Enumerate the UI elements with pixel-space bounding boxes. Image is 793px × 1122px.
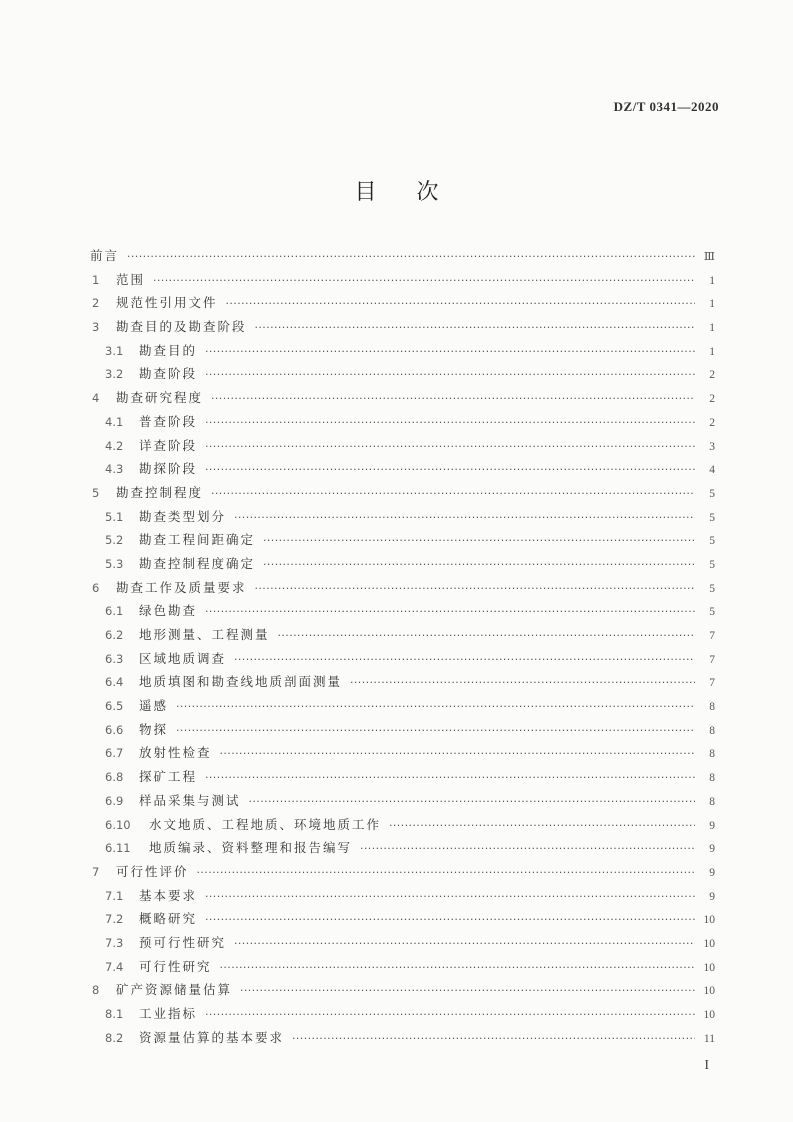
toc-entry-title: 勘查目的 [139, 342, 198, 358]
dot-leader [234, 648, 695, 672]
toc-entry-number: 6.1 [105, 604, 124, 619]
toc-entry[interactable] [90, 528, 715, 552]
dot-leader [205, 885, 695, 909]
dot-leader [240, 979, 695, 1003]
dot-leader [205, 340, 695, 364]
toc-entry-page: 3 [709, 440, 715, 453]
toc-entry[interactable] [90, 907, 715, 931]
toc-entry-title: 物探 [139, 721, 169, 737]
toc-entry-title: 矿产资源储量估算 [116, 982, 233, 998]
toc-entry[interactable] [90, 931, 715, 955]
toc-entry-title: 勘查控制程度确定 [139, 555, 256, 571]
toc-entry-title: 勘查工程间距确定 [139, 532, 256, 548]
toc-entry[interactable] [90, 315, 715, 339]
toc-entry[interactable] [90, 741, 715, 765]
toc-entry-number: 8.1 [105, 1007, 124, 1021]
toc-entry[interactable] [90, 505, 715, 529]
toc-entry-page: 10 [703, 1009, 715, 1021]
toc-entry-page: 1 [709, 274, 715, 287]
toc-entry-number: 6.5 [105, 699, 124, 714]
toc-entry-number: 8.2 [105, 1030, 124, 1045]
toc-entry[interactable] [90, 410, 715, 434]
toc-entry-number: 7.3 [105, 935, 124, 950]
toc-entry[interactable] [90, 718, 715, 742]
toc-entry-page: Ⅲ [703, 251, 715, 263]
toc-entry-title: 详查阶段 [139, 437, 198, 453]
toc-entry[interactable] [90, 481, 715, 505]
toc-entry-page: 5 [709, 558, 715, 571]
toc-entry-title: 勘查研究程度 [116, 390, 204, 406]
dot-leader [249, 790, 695, 814]
toc-entry-number: 8 [92, 983, 100, 998]
document-code: DZ/T 0341—2020 [613, 99, 719, 114]
toc-entry-title: 基本要求 [139, 887, 198, 903]
toc-entry-title: 规范性引用文件 [116, 295, 218, 311]
toc-entry[interactable] [90, 457, 715, 481]
dot-leader [205, 766, 695, 790]
toc-entry-page: 8 [709, 724, 715, 737]
dot-leader [234, 932, 695, 956]
toc-entry-page: 10 [703, 914, 715, 927]
toc-entry-title: 探矿工程 [139, 769, 198, 785]
dot-leader [389, 814, 695, 838]
toc-entry[interactable] [90, 623, 715, 647]
toc-entry-title: 勘查目的及勘查阶段 [116, 319, 247, 335]
toc-entry-number: 6.10 [105, 817, 131, 832]
dot-leader [255, 316, 695, 340]
toc-entry[interactable] [90, 647, 715, 671]
dot-leader [205, 908, 695, 932]
toc-entry-title: 勘查工作及质量要求 [116, 579, 247, 595]
toc-entry-title: 勘查类型划分 [139, 508, 227, 524]
toc-entry-number: 3.2 [105, 367, 124, 382]
toc-entry-number: 4 [92, 391, 100, 406]
toc-entry-number: 6.3 [105, 651, 124, 666]
dot-leader [220, 742, 695, 766]
toc-entry-page: 5 [709, 606, 715, 619]
dot-leader [205, 600, 695, 624]
toc-entry-title: 水文地质、工程地质、环境地质工作 [149, 816, 382, 832]
toc-entry-page: 11 [703, 1032, 715, 1045]
toc-entry-number: 6.8 [105, 770, 124, 785]
dot-leader [360, 837, 695, 861]
toc-entry-title: 地质编录、资料整理和报告编写 [149, 840, 353, 856]
toc-entry-page: 1 [709, 298, 715, 311]
toc-entry-title: 放射性检查 [139, 745, 212, 761]
toc-entry[interactable] [90, 884, 715, 908]
toc-entry-number: 7.1 [105, 888, 124, 903]
toc-entry-page: 10 [703, 937, 715, 950]
toc-entry[interactable] [90, 955, 715, 979]
toc-entry-page: 1 [709, 322, 715, 335]
toc-entry-title: 地质填图和勘查线地质剖面测量 [139, 674, 343, 690]
toc-entry-number: 6.6 [105, 722, 124, 737]
toc-entry[interactable] [90, 339, 715, 363]
dot-leader [234, 506, 695, 530]
toc-entry-page: 9 [709, 843, 715, 856]
toc-entry-page: 9 [709, 866, 715, 879]
dot-leader [263, 553, 695, 577]
toc-entry[interactable] [90, 860, 715, 884]
toc-entry-number: 7.4 [105, 959, 124, 974]
toc-entry-title: 预可行性研究 [139, 934, 227, 950]
toc-entry-title: 可行性评价 [116, 863, 189, 879]
toc-entry[interactable] [90, 599, 715, 623]
toc-entry-number: 4.1 [105, 414, 124, 429]
toc-entry-page: 8 [709, 748, 715, 761]
toc-entry-number: 2 [92, 296, 100, 311]
toc-entry-number: 6.11 [105, 841, 131, 856]
dot-leader [176, 719, 695, 743]
toc-entry[interactable] [90, 978, 715, 1002]
toc-entry[interactable] [90, 434, 715, 458]
toc-entry-number: 6.4 [105, 675, 124, 690]
toc-entry-page: 5 [709, 487, 715, 500]
dot-leader [220, 956, 695, 980]
toc-entry-title: 普查阶段 [139, 413, 198, 429]
toc-entry[interactable] [90, 244, 715, 268]
dot-leader [205, 458, 695, 482]
toc-entry-title: 勘探阶段 [139, 461, 198, 477]
page-title: 目次 [354, 180, 479, 205]
dot-leader [205, 1003, 695, 1027]
toc-entry-number: 1 [92, 272, 100, 287]
toc-entry-title: 绿色勘查 [139, 603, 198, 619]
toc-entry-page: 8 [709, 795, 715, 808]
toc-entry-title: 勘查控制程度 [116, 484, 204, 500]
toc-entry-title: 区域地质调查 [139, 650, 227, 666]
dot-leader [211, 387, 695, 411]
toc-entry[interactable] [90, 789, 715, 813]
toc-entry[interactable] [90, 268, 715, 292]
dot-leader [278, 624, 695, 648]
toc-entry-title: 工业指标 [139, 1006, 198, 1021]
toc-entry-number: 6.7 [105, 746, 124, 761]
toc-entry-number: 5 [92, 485, 100, 500]
toc-entry[interactable] [90, 765, 715, 789]
dot-leader [205, 411, 695, 435]
toc-entry[interactable] [90, 813, 715, 837]
toc-entry-number: 5.1 [105, 509, 124, 524]
toc-entry-title: 资源量估算的基本要求 [139, 1029, 285, 1045]
toc-entry-number: 7 [92, 864, 100, 879]
toc-entry-page: 7 [709, 630, 715, 642]
dot-leader [292, 1027, 695, 1051]
toc-entry-page: 7 [709, 653, 715, 666]
toc-entry-page: 5 [709, 511, 715, 524]
toc-entry-page: 9 [709, 890, 715, 903]
toc-entry-number: 4.3 [105, 462, 124, 477]
dot-leader [176, 695, 695, 719]
toc-entry[interactable] [90, 670, 715, 694]
toc-entry[interactable] [90, 362, 715, 386]
toc-entry-page: 8 [709, 701, 715, 714]
toc-entry[interactable] [90, 836, 715, 860]
dot-leader [153, 269, 695, 293]
toc-entry-page: 1 [709, 345, 715, 358]
dot-leader [226, 292, 695, 316]
toc-entry[interactable] [90, 576, 715, 600]
toc-entry-page: 4 [709, 464, 715, 477]
toc-entry-page: 7 [709, 677, 715, 690]
toc-entry-page: 5 [709, 535, 715, 548]
toc-entry[interactable] [90, 694, 715, 718]
dot-leader [205, 363, 695, 387]
toc-entry-title: 遥感 [139, 698, 169, 714]
toc-entry-page: 10 [703, 985, 715, 998]
toc-entry-number: 5.2 [105, 533, 124, 548]
dot-leader [255, 577, 695, 601]
table-of-contents [90, 244, 715, 1049]
toc-entry-title: 地形测量、工程测量 [139, 627, 270, 642]
page-number: I [704, 1058, 709, 1073]
toc-entry-page: 10 [703, 961, 715, 974]
toc-entry-title: 样品采集与测试 [139, 792, 241, 808]
toc-entry-number: 5.3 [105, 556, 124, 571]
toc-entry-title: 概略研究 [139, 911, 198, 927]
toc-entry-page: 5 [709, 582, 715, 595]
toc-entry-title: 前言 [90, 248, 120, 263]
toc-entry[interactable] [90, 386, 715, 410]
toc-entry-number: 6 [92, 580, 100, 595]
toc-entry-page: 2 [709, 369, 715, 382]
toc-entry-number: 6.9 [105, 793, 124, 808]
toc-entry[interactable] [90, 1026, 715, 1050]
toc-entry[interactable] [90, 552, 715, 576]
dot-leader [211, 482, 695, 506]
toc-entry-number: 7.2 [105, 912, 124, 927]
toc-entry-page: 2 [709, 393, 715, 406]
dot-leader [350, 671, 695, 695]
toc-entry-number: 3 [92, 320, 100, 335]
dot-leader [205, 435, 695, 459]
toc-entry-number: 6.2 [105, 628, 124, 642]
dot-leader [127, 245, 695, 269]
toc-entry[interactable] [90, 291, 715, 315]
toc-entry-title: 勘查阶段 [139, 366, 198, 382]
dot-leader [197, 861, 695, 885]
dot-leader [263, 529, 695, 553]
toc-entry-number: 4.2 [105, 438, 124, 453]
toc-entry-page: 2 [709, 416, 715, 429]
toc-entry-title: 范围 [116, 271, 146, 287]
toc-entry[interactable] [90, 1002, 715, 1026]
toc-entry-page: 9 [709, 819, 715, 832]
toc-entry-title: 可行性研究 [139, 958, 212, 974]
toc-entry-page: 8 [709, 772, 715, 785]
toc-entry-number: 3.1 [105, 343, 124, 358]
